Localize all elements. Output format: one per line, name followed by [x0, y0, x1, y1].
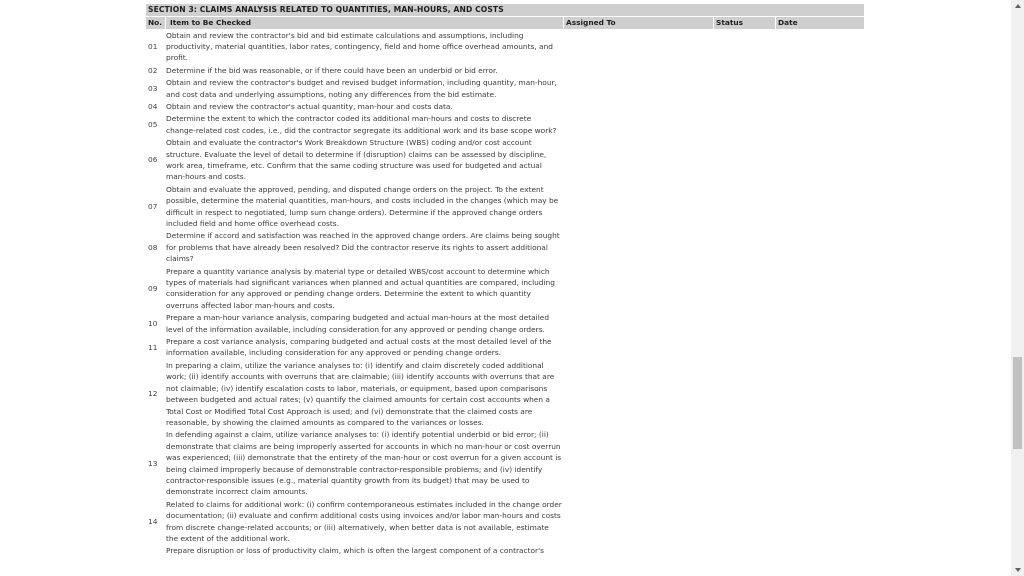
assigned-to-cell[interactable] — [564, 183, 714, 230]
item-number: 12 — [148, 389, 158, 399]
status-cell[interactable] — [714, 545, 776, 557]
table-row — [146, 336, 864, 360]
date-cell[interactable] — [776, 359, 864, 428]
status-cell[interactable] — [714, 359, 776, 428]
assigned-to-cell[interactable] — [564, 336, 714, 360]
date-cell[interactable] — [776, 498, 864, 545]
item-number: 07 — [148, 201, 158, 211]
item-text: Determine if the bid was reasonable, or if there could have been an underbid or bid error. — [166, 65, 498, 75]
date-cell[interactable] — [776, 230, 864, 265]
status-cell[interactable] — [714, 29, 776, 64]
checklist-body — [146, 29, 864, 557]
item-text: Prepare a quantity variance analysis by material type or detailed WBS/cost account to determine which types of materials had significant variances when planned and actual quantities are compared, including consideration for any approved or pending change orders. Determine the extent to which quantity overruns affected labor man-hours and costs. — [166, 266, 555, 310]
status-cell[interactable] — [714, 429, 776, 498]
section-title: SECTION 3: CLAIMS ANALYSIS RELATED TO QUANTITIES, MAN-HOURS, AND COSTS — [146, 4, 864, 17]
status-cell[interactable] — [714, 64, 776, 76]
assigned-to-cell[interactable] — [564, 498, 714, 545]
status-cell[interactable] — [714, 113, 776, 137]
assigned-to-cell[interactable] — [564, 64, 714, 76]
item-text: Related to claims for additional work: (i) confirm contemporaneous estimates included in the change order documentation; (ii) evaluate and confirm additional costs using invoices and/or labor man-hours and costs from discrete change-related accounts; or (iii) alternatively, when better data is not available, estimate the extent of the additional work. — [166, 499, 562, 543]
scroll-down-button[interactable] — [1011, 564, 1024, 576]
date-cell[interactable] — [776, 183, 864, 230]
table-row — [146, 429, 864, 498]
status-cell[interactable] — [714, 77, 776, 101]
vertical-scrollbar[interactable] — [1011, 0, 1024, 576]
table-row — [146, 183, 864, 230]
item-text: Obtain and review the contractor's actual quantity, man-hour and costs data. — [166, 101, 453, 111]
triangle-up-icon — [1015, 4, 1021, 8]
item-number: 01 — [148, 41, 158, 51]
table-row — [146, 29, 864, 64]
table-row — [146, 545, 864, 557]
date-cell[interactable] — [776, 429, 864, 498]
item-number: 08 — [148, 242, 158, 252]
checklist-table — [146, 4, 864, 557]
assigned-to-cell[interactable] — [564, 29, 714, 64]
date-cell[interactable] — [776, 64, 864, 76]
assigned-to-cell[interactable] — [564, 137, 714, 184]
assigned-to-cell[interactable] — [564, 230, 714, 265]
table-row — [146, 312, 864, 336]
status-cell[interactable] — [714, 498, 776, 545]
status-cell[interactable] — [714, 265, 776, 312]
table-row — [146, 265, 864, 312]
status-cell[interactable] — [714, 100, 776, 112]
date-cell[interactable] — [776, 100, 864, 112]
item-number: 10 — [148, 318, 158, 328]
date-cell[interactable] — [776, 77, 864, 101]
status-cell[interactable] — [714, 230, 776, 265]
date-cell[interactable] — [776, 336, 864, 360]
item-number: 02 — [148, 65, 158, 75]
item-text: Obtain and evaluate the approved, pending, and disputed change orders on the project. To the extent possible, determine the material quantities, man-hours, and costs included in the changes (which may be difficult in respect to negotiated, lump sum change orders). Determine if the approved change orders included field and home office overhead costs. — [166, 184, 559, 228]
section-header-row — [146, 4, 864, 17]
date-cell[interactable] — [776, 29, 864, 64]
triangle-down-icon — [1015, 568, 1021, 572]
column-header-assigned-to: Assigned To — [564, 17, 714, 29]
assigned-to-cell[interactable] — [564, 312, 714, 336]
assigned-to-cell[interactable] — [564, 77, 714, 101]
table-row — [146, 230, 864, 265]
table-row — [146, 113, 864, 137]
date-cell[interactable] — [776, 265, 864, 312]
date-cell[interactable] — [776, 545, 864, 557]
item-text: Prepare a man-hour variance analysis, comparing budgeted and actual man-hours at the most detailed level of the information available, including consideration for any approved or pending change orders. — [166, 313, 550, 334]
assigned-to-cell[interactable] — [564, 100, 714, 112]
item-text: Prepare a cost variance analysis, comparing budgeted and actual costs at the most detailed level of the information available, including consideration for any approved or pending change orders. — [166, 337, 552, 358]
table-row — [146, 137, 864, 184]
status-cell[interactable] — [714, 336, 776, 360]
column-header-row — [146, 17, 864, 29]
assigned-to-cell[interactable] — [564, 265, 714, 312]
item-number — [146, 545, 166, 557]
item-number: 03 — [148, 83, 158, 93]
assigned-to-cell[interactable] — [564, 359, 714, 428]
date-cell[interactable] — [776, 312, 864, 336]
date-cell[interactable] — [776, 113, 864, 137]
status-cell[interactable] — [714, 183, 776, 230]
column-header-date: Date — [776, 17, 864, 29]
assigned-to-cell[interactable] — [564, 429, 714, 498]
item-text: Obtain and evaluate the contractor's Work Breakdown Structure (WBS) coding and/or cost account structure. Evaluate the level of detail to determine if (disruption) claims can be assessed by discipline, work area, timeframe, etc. Confirm that the same coding structure was used for budgeted and actual man-hours and costs. — [166, 138, 547, 182]
scroll-up-button[interactable] — [1011, 0, 1024, 12]
status-cell[interactable] — [714, 137, 776, 184]
status-cell[interactable] — [714, 312, 776, 336]
item-number: 04 — [148, 101, 158, 111]
item-text: Prepare disruption or loss of productivity claim, which is often the largest component of a contractor's — [166, 546, 544, 556]
item-number: 11 — [148, 342, 158, 352]
item-number: 05 — [148, 120, 158, 130]
table-row — [146, 498, 864, 545]
item-number: 06 — [148, 155, 158, 165]
column-header-no: No. — [146, 17, 166, 29]
column-header-status: Status — [714, 17, 776, 29]
item-text: Obtain and review the contractor's budget and revised budget information, including quantity, man-hour, and cost data and underlying assumptions, noting any differences from the bid estimate. — [166, 78, 557, 99]
item-number: 14 — [148, 516, 158, 526]
checklist-sheet — [146, 4, 864, 557]
table-row — [146, 64, 864, 76]
assigned-to-cell[interactable] — [564, 545, 714, 557]
item-text: Obtain and review the contractor's bid and bid estimate calculations and assumptions, including productivity, material quantities, labor rates, contingency, field and home office overhead amounts, and profit. — [166, 30, 553, 63]
date-cell[interactable] — [776, 137, 864, 184]
table-row — [146, 359, 864, 428]
item-text: Determine the extent to which the contractor coded its additional man-hours and costs to discrete change-related cost codes, i.e., did the contractor segregate its additional work and its base scope work? — [166, 114, 557, 135]
assigned-to-cell[interactable] — [564, 113, 714, 137]
item-text: In preparing a claim, utilize the variance analyses to: (i) identify and claim discretely coded additional work; (ii) identify accounts with overruns that are claimable; (iii) identify accounts with overruns that are not claimable; (iv) identify escalation costs to labor, materials, or equipment, based upon comparisons between budgeted and actual rates; (v) quantify the claimed amounts for certain cost accounts when a Total Cost or Modified Total Cost Approach is used; and (vi) demonstrate that the claimed costs are reasonable, by showing the claimed amounts as compared to the variances or losses. — [166, 360, 555, 427]
item-text: Determine if accord and satisfaction was reached in the approved change orders. Are claims being sought for problems that have already been resolved? Did the contractor reserve its rights to assert additional claims? — [166, 231, 560, 264]
item-text: In defending against a claim, utilize variance analyses to: (i) identify potential underbid or bid error; (ii) demonstrate that claims are being improperly asserted for accounts in which no man-hour or cost overrun was experienced; (iii) demonstrate that the entirety of the man-hour or cost overrun for a given account is being claimed improperly because of demonstrable contractor-responsible problems; and (iv) identify contractor-responsible issues (e.g., material quantity growth from its budget) that may be used to demonstrate incorrect claim amounts. — [166, 430, 562, 497]
column-header-item: Item to Be Checked — [166, 17, 564, 29]
scrollbar-thumb[interactable] — [1013, 357, 1022, 449]
item-number: 13 — [148, 458, 158, 468]
table-row — [146, 100, 864, 112]
item-number: 09 — [148, 283, 158, 293]
table-row — [146, 77, 864, 101]
